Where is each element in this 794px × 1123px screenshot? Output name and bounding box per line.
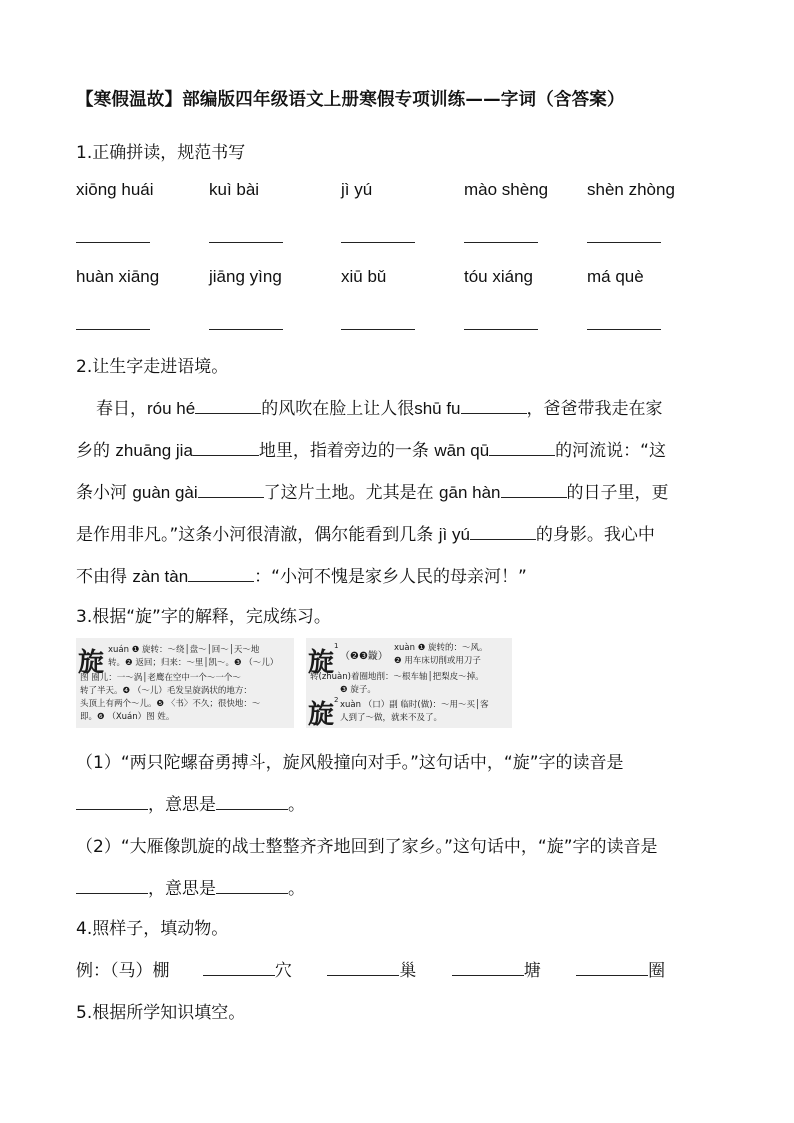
variant-form: （❷❸鏇）: [340, 651, 388, 662]
q3-heading: 3.根据“旋”字的解释，完成练习。: [76, 607, 331, 627]
dictionary-line: xuàn （口）副 临时(做)：～用～买│客: [340, 700, 489, 710]
pinyin-prompt: róu hé: [147, 399, 196, 418]
text-run: ：“小河不愧是家乡人民的母亲河！”: [254, 567, 527, 587]
answer-blank[interactable]: [464, 242, 538, 243]
answer-blank[interactable]: [216, 879, 288, 894]
answer-blank[interactable]: [461, 399, 527, 414]
habitat-word: 圈: [648, 961, 666, 981]
superscript-number: 1: [334, 642, 339, 650]
dictionary-line: 头顶上有两个～儿。❺ 〈书〉不久；很快地：～: [80, 699, 261, 709]
text-run: 的日子里，更: [566, 483, 669, 503]
dictionary-headword: 旋: [308, 648, 335, 678]
answer-blank[interactable]: [76, 795, 148, 810]
answer-blank[interactable]: [203, 961, 275, 976]
q5-heading: 5.根据所学知识填空。: [76, 1003, 246, 1023]
answer-blank[interactable]: [452, 961, 524, 976]
answer-blank[interactable]: [489, 441, 555, 456]
dictionary-line: 图 圈儿：一～涡│老鹰在空中一个～一个～: [80, 673, 241, 683]
example-text: 例：（马）棚: [76, 961, 170, 981]
text-run: 乡的: [76, 441, 116, 461]
pinyin-item: mào shèng: [464, 180, 549, 199]
pinyin-prompt: guàn gài: [132, 483, 198, 502]
q2-line: [76, 478, 724, 503]
q3-sub1-answer: [76, 790, 724, 815]
dictionary-entry-xuan4: [306, 638, 512, 728]
dictionary-entry-xuan2: [76, 638, 294, 728]
answer-blank[interactable]: [501, 483, 567, 498]
q3-sub2-prompt: （2）“大雁像凯旋的战士整整齐齐地回到了家乡。”这句话中，“旋”字的读音是: [76, 837, 658, 857]
text-run: 。: [288, 879, 305, 899]
dictionary-headword: 旋: [308, 700, 335, 728]
q2-heading: 2.让生字走进语境。: [76, 357, 229, 377]
pinyin-prompt: zhuāng jia: [115, 441, 193, 460]
answer-blank[interactable]: [188, 567, 254, 582]
dictionary-headword: 旋: [78, 648, 105, 678]
q2-line: [76, 562, 724, 587]
text-run: 的风吹在脸上让人很: [261, 399, 415, 419]
habitat-word: 塘: [523, 961, 541, 981]
text-run: 条小河: [76, 483, 133, 503]
pinyin-item: xiōng huái: [76, 180, 154, 199]
pinyin-item: má què: [587, 267, 644, 286]
dictionary-line: ❷ 用车床切削或用刀子: [394, 656, 481, 666]
dictionary-line: 转了半天。❹ （～儿）毛发呈旋涡状的地方：: [80, 686, 252, 696]
answer-blank[interactable]: [76, 879, 148, 894]
answer-blank[interactable]: [209, 329, 283, 330]
pinyin-item: jì yú: [341, 180, 373, 199]
answer-blank[interactable]: [341, 242, 415, 243]
habitat-word: 穴: [274, 961, 292, 981]
pinyin-prompt: shū fu: [414, 399, 461, 418]
answer-blank[interactable]: [327, 961, 399, 976]
text-run: 地里，指着旁边的一条: [258, 441, 435, 461]
text-run: 是作用非凡。”这条小河很清澈，偶尔能看到几条: [76, 525, 439, 545]
q4-fill-row: [76, 956, 665, 981]
answer-blank[interactable]: [209, 242, 283, 243]
text-run: 不由得: [76, 567, 133, 587]
q2-line: [76, 520, 724, 545]
answer-blank[interactable]: [587, 329, 661, 330]
q1-heading: 1.正确拼读，规范书写: [76, 143, 246, 163]
answer-blank[interactable]: [587, 242, 661, 243]
dictionary-line: xuán ❶ 旋转：～绕│盘～│回～│天～地: [108, 645, 260, 655]
pinyin-prompt: jì yú: [438, 525, 470, 544]
text-run: ，意思是: [148, 879, 216, 899]
habitat-word: 巢: [399, 961, 417, 981]
pinyin-item: huàn xiāng: [76, 267, 160, 286]
q2-line: [96, 394, 744, 419]
answer-blank[interactable]: [76, 242, 150, 243]
answer-blank[interactable]: [193, 441, 259, 456]
answer-blank[interactable]: [464, 329, 538, 330]
q3-sub2-answer: [76, 874, 724, 899]
answer-blank[interactable]: [341, 329, 415, 330]
pinyin-prompt: zàn tàn: [132, 567, 189, 586]
q3-sub1-prompt: （1）“两只陀螺奋勇搏斗，旋风般撞向对手。”这句话中，“旋”字的读音是: [76, 753, 624, 773]
pinyin-prompt: wān qū: [434, 441, 490, 460]
q4-heading: 4.照样子，填动物。: [76, 919, 229, 939]
dictionary-line: ❸ 旋子。: [340, 685, 376, 695]
text-run: 。: [288, 795, 305, 815]
answer-blank[interactable]: [195, 399, 261, 414]
dictionary-line: 转。❷ 返回；归来：～里│凯～。❸ （～儿）: [108, 658, 279, 668]
answer-blank[interactable]: [198, 483, 264, 498]
superscript-number: 2: [334, 696, 339, 704]
text-run: ，意思是: [148, 795, 216, 815]
pinyin-prompt: gān hàn: [439, 483, 501, 502]
pinyin-item: xiū bǔ: [341, 267, 387, 286]
dictionary-line: xuàn ❶ 旋转的：～风。: [394, 643, 488, 653]
answer-blank[interactable]: [76, 329, 150, 330]
q2-line: [76, 436, 724, 461]
text-run: 了这片土地。尤其是在: [263, 483, 440, 503]
pinyin-item: kuì bài: [209, 180, 260, 199]
page-title: 【寒假温故】部编版四年级语文上册寒假专项训练——字词（含答案）: [76, 90, 625, 110]
text-run: 的身影。我心中: [535, 525, 655, 545]
dictionary-line: 即。❻ （Xuán）图 姓。: [80, 712, 175, 722]
answer-blank[interactable]: [216, 795, 288, 810]
text-run: 的河流说：“这: [555, 441, 666, 461]
answer-blank[interactable]: [576, 961, 648, 976]
text-run: 春日，: [96, 399, 147, 419]
pinyin-item: jiāng yìng: [209, 267, 282, 286]
dictionary-line: 人到了～做，就来不及了。: [340, 713, 443, 723]
pinyin-item: shèn zhòng: [587, 180, 675, 199]
pinyin-item: tóu xiáng: [464, 267, 533, 286]
dictionary-line: 转(zhuàn)着圈地削：～根车轴│把梨皮～掉。: [310, 672, 484, 682]
answer-blank[interactable]: [470, 525, 536, 540]
text-run: ，爸爸带我走在家: [526, 399, 663, 419]
